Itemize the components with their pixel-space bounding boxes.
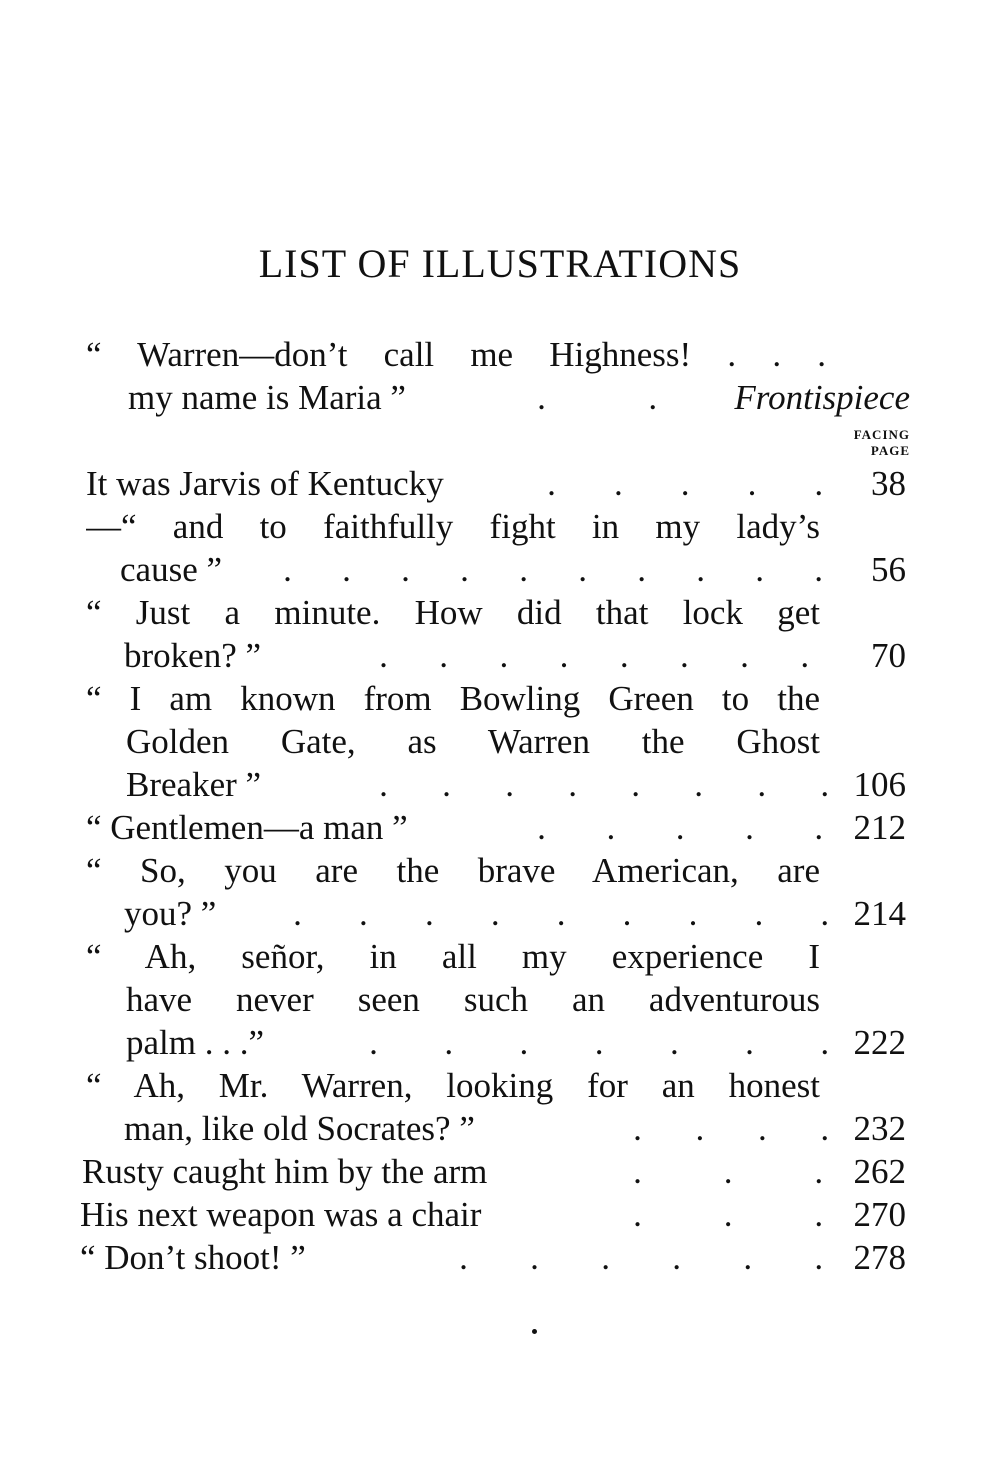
- page-number: 38: [871, 464, 906, 503]
- entry-text: “ Ah, señor, in all my experience I: [86, 937, 820, 976]
- page-label-word: PAGE: [870, 443, 910, 458]
- list-item-line: [86, 462, 906, 506]
- entry-text: Golden Gate, as Warren the Ghost: [126, 722, 820, 761]
- leader-dots: . . .: [634, 1152, 824, 1191]
- list-item-line: [86, 935, 826, 979]
- page-number: 270: [853, 1195, 906, 1234]
- page-number: 222: [853, 1023, 906, 1062]
- page-number: 212: [853, 808, 906, 847]
- list-item-line: [124, 1107, 906, 1151]
- entry-text: have never seen such an adventurous: [126, 980, 820, 1019]
- list-item-line: [126, 720, 826, 764]
- entry-text: His next weapon was a chair: [80, 1195, 482, 1234]
- list-item-line: [80, 1236, 906, 1280]
- leader-dots: . . .: [634, 1195, 824, 1234]
- page-number: 106: [853, 765, 906, 804]
- leader-dots: . . . . . . . .: [380, 636, 810, 675]
- leader-dots: . . . . . . . . . .: [284, 550, 824, 589]
- list-item-line: [86, 806, 906, 850]
- entry-text: palm . . .”: [126, 1023, 265, 1062]
- leader-dots: . .: [538, 378, 658, 417]
- page-number: Frontispiece: [734, 378, 910, 417]
- entry-text: “ Just a minute. How did that lock get: [86, 593, 820, 632]
- list-item-line: [86, 1064, 826, 1108]
- entry-text: man, like old Socrates? ”: [124, 1109, 475, 1148]
- list-item-line: [86, 677, 826, 721]
- list-item-line: [86, 591, 826, 635]
- entry-text: “ So, you are the brave American, are: [86, 851, 820, 890]
- entry-text: broken? ”: [124, 636, 262, 675]
- leader-dots: . . . . .: [538, 808, 824, 847]
- page-number: 262: [853, 1152, 906, 1191]
- list-item-line: [126, 1021, 906, 1065]
- facing-page-label: [820, 427, 910, 459]
- list-item-line: [86, 333, 826, 377]
- list-item-line: [126, 978, 826, 1022]
- entry-text: “ Ah, Mr. Warren, looking for an honest: [86, 1066, 820, 1105]
- leader-dots: . . . . . . . .: [380, 765, 830, 804]
- page-number: 56: [871, 550, 906, 589]
- entry-text: “ I am known from Bowling Green to the: [86, 679, 820, 718]
- leader-dots: . . . . . . .: [370, 1023, 830, 1062]
- page-title: LIST OF ILLUSTRATIONS: [258, 241, 742, 286]
- list-item-line: [120, 548, 906, 592]
- list-item-line: [128, 376, 910, 420]
- leader-dots: . . . . . .: [460, 1238, 824, 1277]
- list-item-line: [82, 1150, 906, 1194]
- facing-label-word: FACING: [853, 427, 910, 442]
- page-mark: [532, 1329, 537, 1334]
- list-item-line: [86, 849, 826, 893]
- page-number: 214: [853, 894, 906, 933]
- page-number: 232: [853, 1109, 906, 1148]
- entry-text: “ Don’t shoot! ”: [80, 1238, 306, 1277]
- entry-text: Breaker ”: [126, 765, 262, 804]
- entry-text: It was Jarvis of Kentucky: [86, 464, 444, 503]
- entry-text: “ Gentlemen—a man ”: [86, 808, 408, 847]
- entry-text: you? ”: [124, 894, 217, 933]
- entry-text: —“ and to faithfully fight in my lady’s: [86, 507, 820, 546]
- entry-text: “ Warren—don’t call me Highness! . . .: [86, 335, 826, 374]
- list-item-line: [126, 763, 906, 807]
- entry-text: Rusty caught him by the arm: [82, 1152, 488, 1191]
- list-item-line: [124, 892, 906, 936]
- leader-dots: . . . . . . . . .: [294, 894, 830, 933]
- leader-dots: . . . . .: [548, 464, 824, 503]
- list-item-line: [80, 1193, 906, 1237]
- list-item-line: [86, 505, 826, 549]
- entry-text: my name is Maria ”: [128, 378, 406, 417]
- leader-dots: . . . .: [634, 1109, 830, 1148]
- list-item-line: [124, 634, 906, 678]
- page-number: 278: [853, 1238, 906, 1277]
- page-number: 70: [871, 636, 906, 675]
- entry-text: cause ”: [120, 550, 223, 589]
